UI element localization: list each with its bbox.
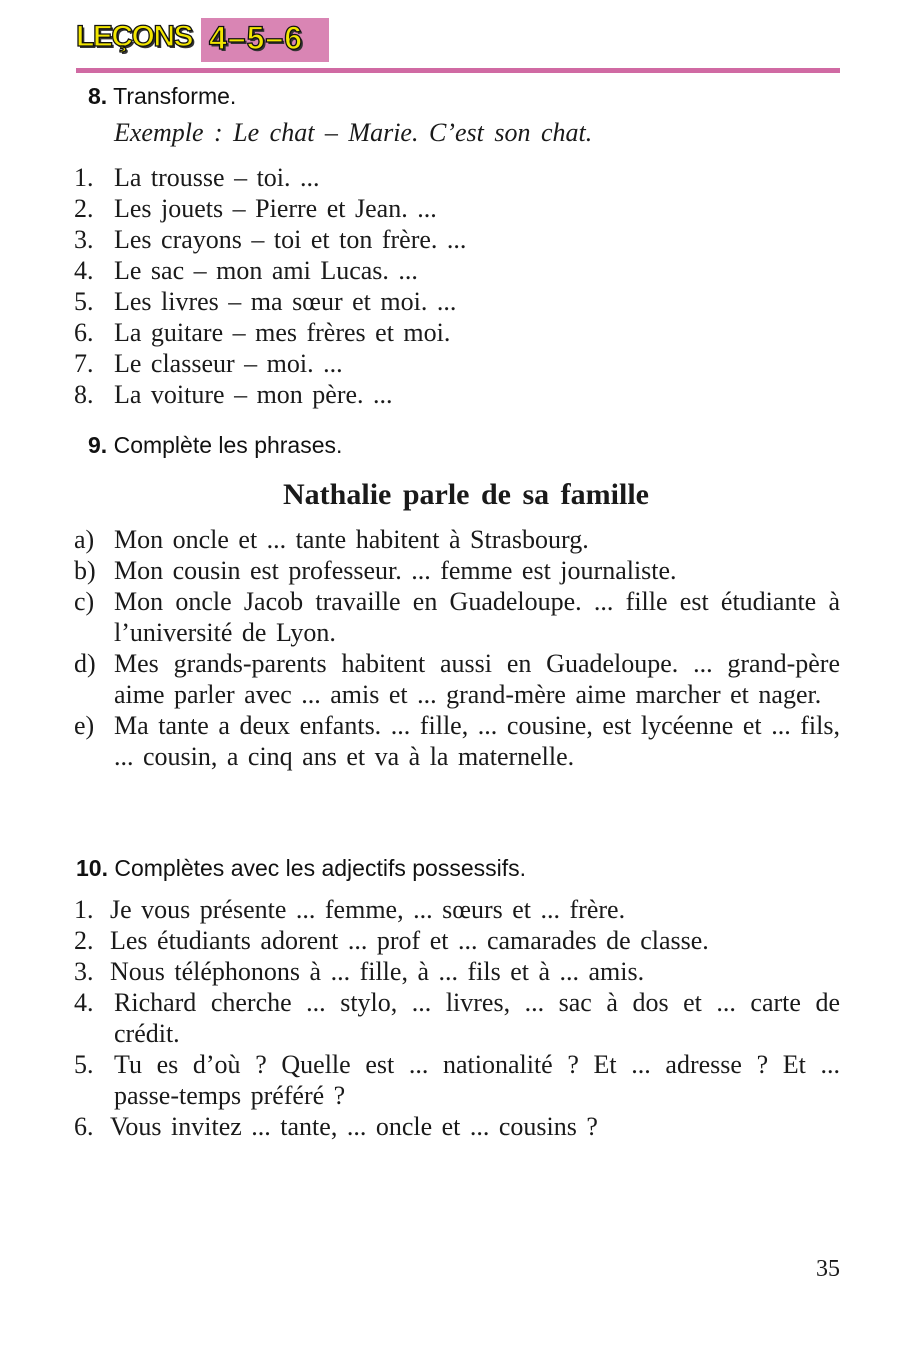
item-text: La voiture – mon père. ... [114, 380, 393, 409]
item-number: 4. [74, 256, 94, 285]
item-text: Vous invitez ... tante, ... oncle et ... cousins ? [110, 1112, 598, 1141]
item-text: Ma tante a deux enfants. ... fille, ... cousine, est lycéenne et ... fils, ... cousin, a cinq ans et va à la maternelle. [114, 711, 840, 771]
list-item [74, 379, 840, 410]
item-text: Mes grands-parents habitent aussi en Guadeloupe. ... grand-père aime parler avec ... amis et ... grand-mère aime marcher et nager. [114, 649, 840, 709]
exercise-9-list [74, 524, 840, 772]
exercise-9-instruction: Complète les phrases. [113, 432, 343, 458]
exercise-8-example: Exemple : Le chat – Marie. C’est son chat. [114, 118, 593, 147]
list-item [74, 987, 840, 1049]
exercise-9-title: Nathalie parle de sa famille [283, 478, 649, 511]
list-item [74, 555, 840, 586]
lessons-label: LEÇONS [76, 20, 193, 53]
item-number: 2. [74, 194, 94, 223]
list-item [74, 648, 840, 710]
item-text: Mon oncle et ... tante habitent à Strasbourg. [114, 525, 589, 554]
lesson-numbers: 4–5–6 [209, 20, 303, 56]
item-number: 6. [74, 1112, 94, 1141]
item-number: 5. [74, 287, 94, 316]
item-text: Les livres – ma sœur et moi. ... [114, 287, 457, 316]
list-item [74, 193, 840, 224]
list-item [74, 894, 840, 925]
item-text: Le classeur – moi. ... [114, 349, 343, 378]
list-item [74, 524, 840, 555]
page-number: 35 [816, 1256, 840, 1282]
exercise-8-number: 8. [88, 83, 108, 109]
item-letter: e) [74, 711, 95, 740]
list-item [74, 162, 840, 193]
item-number: 1. [74, 163, 94, 192]
item-letter: c) [74, 587, 95, 616]
item-text: Nous téléphonons à ... fille, à ... fils et à ... amis. [110, 957, 645, 986]
exercise-8-list [74, 162, 840, 410]
list-item [74, 317, 840, 348]
lesson-header [76, 18, 846, 62]
list-item [74, 710, 840, 772]
item-number: 6. [74, 318, 94, 347]
item-number: 8. [74, 380, 94, 409]
item-number: 4. [74, 988, 94, 1017]
item-number: 7. [74, 349, 94, 378]
item-text: La guitare – mes frères et moi. [114, 318, 451, 347]
exercise-8-heading [88, 83, 236, 110]
exercise-10-instruction: Complètes avec les adjectifs possessifs. [114, 855, 526, 881]
item-number: 2. [74, 926, 94, 955]
item-text: Les jouets – Pierre et Jean. ... [114, 194, 437, 223]
item-text: Le sac – mon ami Lucas. ... [114, 256, 418, 285]
item-text: Tu es d’où ? Quelle est ... nationalité ? Et ... adresse ? Et ... passe-temps préféré ? [114, 1050, 840, 1110]
item-number: 3. [74, 957, 94, 986]
item-number: 5. [74, 1050, 94, 1079]
header-divider [76, 68, 840, 73]
list-item [74, 1049, 840, 1111]
exercise-9-heading [88, 432, 342, 459]
exercise-10-number: 10. [76, 855, 108, 881]
exercise-10-heading [76, 855, 526, 882]
item-text: Je vous présente ... femme, ... sœurs et ... frère. [110, 895, 626, 924]
item-letter: d) [74, 649, 96, 678]
exercise-10-list [74, 894, 840, 1142]
item-text: Mon oncle Jacob travaille en Guadeloupe. ... fille est étudiante à l’université de Lyon. [114, 587, 840, 647]
item-letter: a) [74, 525, 95, 554]
lesson-numbers-badge [201, 18, 329, 62]
item-letter: b) [74, 556, 96, 585]
item-text: Les crayons – toi et ton frère. ... [114, 225, 467, 254]
item-text: Mon cousin est professeur. ... femme est journaliste. [114, 556, 677, 585]
list-item [74, 586, 840, 648]
item-number: 3. [74, 225, 94, 254]
exercise-9-number: 9. [88, 432, 108, 458]
list-item [74, 255, 840, 286]
list-item [74, 348, 840, 379]
exercise-8-instruction: Transforme. [113, 83, 237, 109]
list-item [74, 956, 840, 987]
item-text: Richard cherche ... stylo, ... livres, ... sac à dos et ... carte de crédit. [114, 988, 840, 1048]
item-number: 1. [74, 895, 94, 924]
list-item [74, 224, 840, 255]
item-text: La trousse – toi. ... [114, 163, 320, 192]
list-item [74, 925, 840, 956]
list-item [74, 286, 840, 317]
list-item [74, 1111, 840, 1142]
item-text: Les étudiants adorent ... prof et ... camarades de classe. [110, 926, 709, 955]
